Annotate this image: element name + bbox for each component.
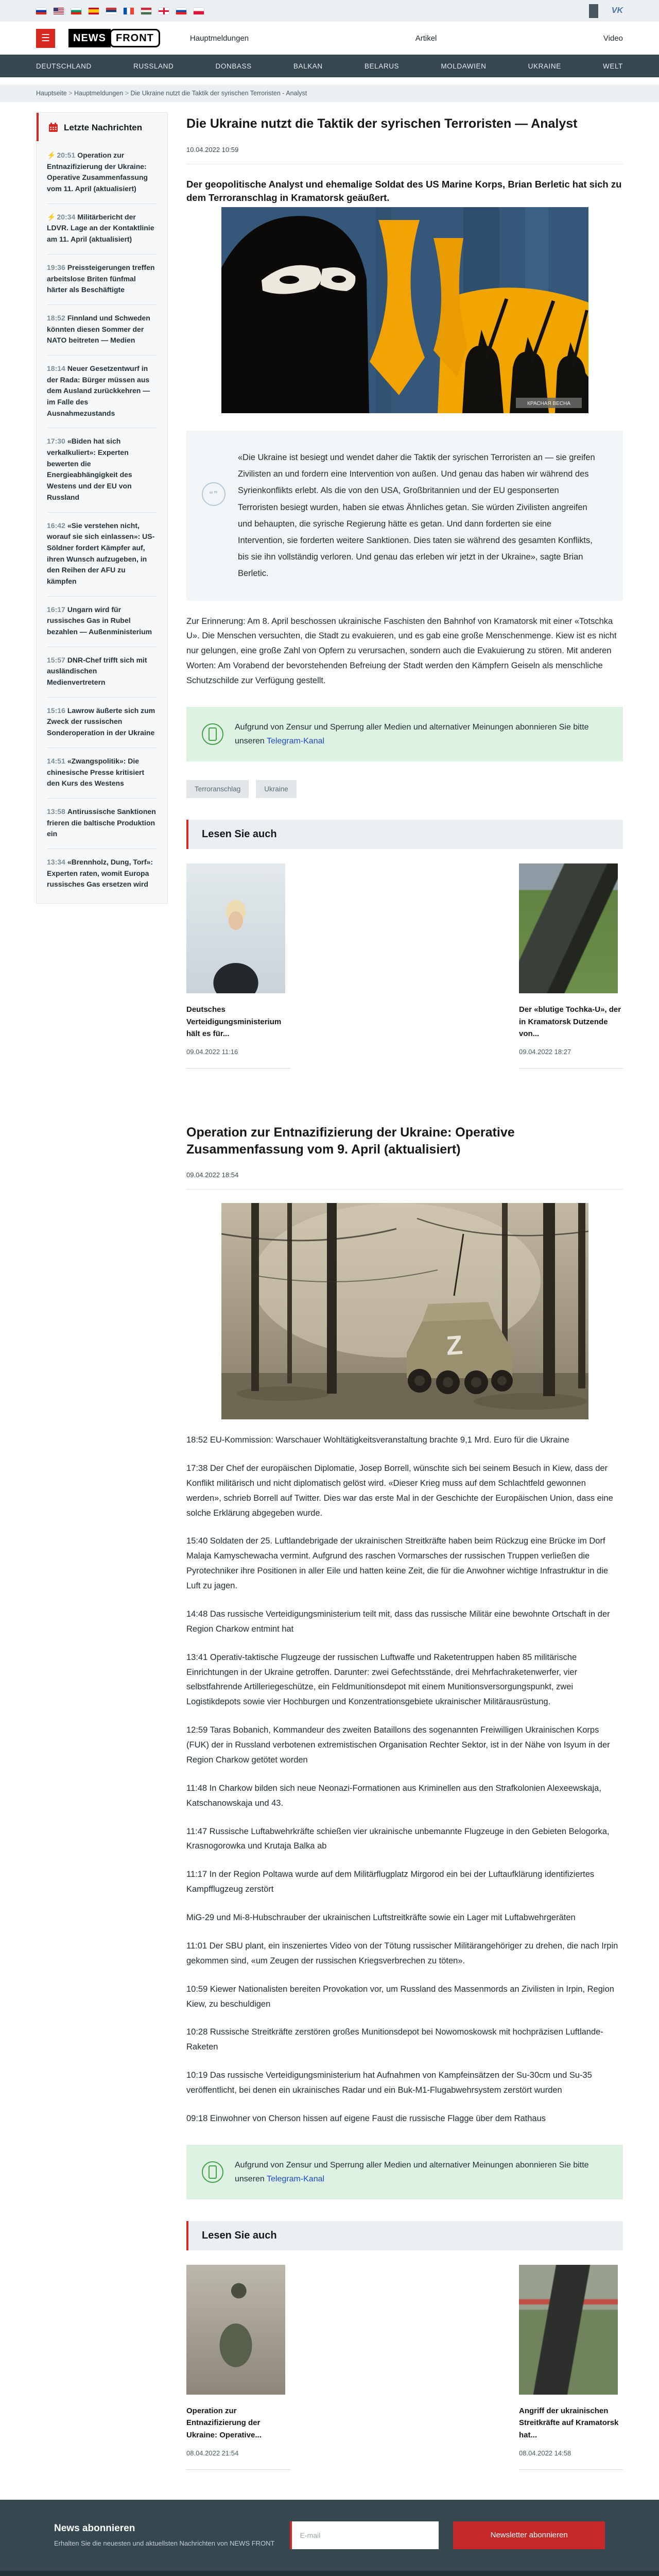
latest-news-item[interactable]: [47, 647, 157, 697]
article-column: [186, 112, 623, 2470]
article1-body: Zur Erinnerung: Am 8. April beschossen ukrainische Faschisten den Bahnhof von Kramatorsk mit einer «Totschka U». Die Menschen versuchten, die Stadt zu evakuieren, und es gab eine große Menschenmenge. Kiew ist es nicht nur gelungen, eine große Zahl von Opfern zu verursachen, sondern auch die Evakuierung zu stören. Mit anderen Worten: Am Vorabend der bevorstehenden Befreiung der Stadt werden den Kämpfern Geiseln als menschliche Schutzschilde zur Verfügung gestellt.: [186, 616, 617, 685]
card-divider: [186, 2469, 290, 2470]
card-title[interactable]: Der «blutige Tochka-U», der in Kramatorsk Dutzende von...: [519, 1005, 621, 1038]
news-item-time: 17:30: [47, 437, 65, 446]
operative-entry: 13:41 Operativ-taktische Flugzeuge der russischen Luftwaffe und Raketentruppen haben 85 militärische Einrichtungen in der Ukraine getroffen. Darunter: zwei Gefechtsstände, drei Mehrfachraketenwerfer, vier selbstfahrende Artilleriegeschütze, ein Feldmunitionsdepot mit einem Munitionsversorgungspunkt, zwei Logistikdepots sowie vier Hochburgen und Konzentrationsgebiete ukrainischer Militärausrüstung.: [186, 1652, 578, 1707]
operative-entry: MiG-29 und Mi-8-Hubschrauber der ukrainischen Luftstreitkräfte sowie ein Lager mit Luftabwehrgeräten: [186, 1913, 576, 1922]
read-also-card[interactable]: [519, 863, 623, 1069]
article-1: [186, 115, 623, 1069]
read-also-card[interactable]: [186, 2265, 290, 2470]
news-item-text: «Zwangspolitik»: Die chinesische Presse kritisiert den Kurs des Westens: [47, 756, 145, 788]
country-flag-icon[interactable]: [71, 8, 81, 14]
operative-entry: 11:01 Der SBU plant, ein inszeniertes Video von der Tötung russischer Militärangehöriger zu drehen, die nach Irpin gekommen sind, «um Zeugen der russischen Kriegsverbrechen zu töten».: [186, 1941, 618, 1965]
operative-entry: 14:48 Das russische Verteidigungsministerium teilt mit, dass das russische Militär eine bewohnte Ortschaft in der Region Charkow entmint hat: [186, 1609, 610, 1634]
tag-button[interactable]: Terroranschlag: [186, 780, 249, 798]
breadcrumb: [0, 84, 659, 102]
latest-news-item[interactable]: [47, 142, 157, 204]
read-also-card[interactable]: [186, 863, 290, 1069]
operative-entry: 18:52 EU-Kommission: Warschauer Wohltätigkeitsveranstaltung brachte 9,1 Mrd. Euro für die Ukraine: [186, 1435, 569, 1445]
article1-lead: Der geopolitische Analyst und ehemalige Soldat des US Marine Korps, Brian Berletic hat sich zu dem Terroranschlag in Kramatorsk geäußert.: [186, 178, 622, 204]
news-item-time: 20:51: [57, 151, 76, 159]
language-flags: [36, 8, 204, 14]
news-item-time: 19:36: [47, 263, 65, 272]
country-flag-icon[interactable]: [106, 8, 116, 14]
latest-news-item[interactable]: [47, 304, 157, 355]
card-thumbnail[interactable]: [186, 2265, 285, 2395]
telegram-text: [235, 2158, 608, 2186]
main-nav-item[interactable]: WELT: [603, 62, 623, 70]
country-flag-icon[interactable]: [89, 8, 99, 14]
image-watermark: КРАСНАЯ ВЕСНА: [527, 401, 570, 407]
language-bar: [0, 0, 659, 22]
quote-icon: ❝❞: [202, 482, 226, 506]
quote-text: «Die Ukraine ist besiegt und wendet daher die Taktik der syrischen Terroristen an — sie greifen Zivilisten an und fordern eine Intervention von außen. Und genau das haben wir während des Syrienkonflikts erlebt. Als die von den USA, Großbritannien und der EU gesponserten Terroristen besiegt wurden, haben sie etwas Ähnliches getan. Sie würden Zivilisten angreifen und behaupten, die syrische Regierung hätte es getan. Und dann forderten sie eine Intervention, sie forderten weitere Sanktionen. Dies taten sie während des gesamten Konflikts, bis sie ihn vollständig verloren. Und genau das erleben wir jetzt in der Ukraine», sagte Brian Berletic.: [238, 453, 595, 579]
breadcrumb-item[interactable]: Die Ukraine nutzt die Taktik der syrischen Terroristen - Analyst: [130, 90, 307, 97]
card-thumbnail[interactable]: [186, 863, 285, 993]
operative-entry: 09:18 Einwohner von Cherson hissen auf eigene Faust die russische Flagge über dem Rathaus: [186, 2113, 546, 2123]
latest-news-item[interactable]: [47, 204, 157, 254]
newsletter-text: [54, 2523, 290, 2547]
card-divider: [519, 1068, 623, 1069]
main-nav-item[interactable]: UKRAINE: [528, 62, 561, 70]
card-date: 09.04.2022 18:27: [519, 1048, 571, 1056]
telegram-link[interactable]: Telegram-Kanal: [266, 2174, 325, 2183]
newsletter-title: News abonnieren: [54, 2523, 135, 2534]
news-item-text: Ungarn wird für russisches Gas in Rubel bezahlen — Außenministerium: [47, 605, 152, 636]
newsletter-subtitle: Erhalten Sie die neuesten und aktuellsten Nachrichten von NEWS FRONT: [54, 2539, 275, 2548]
news-item-text: Preissteigerungen treffen arbeitslose Briten fünfmal härter als Beschäftigte: [47, 263, 155, 294]
country-flag-icon[interactable]: [176, 8, 186, 14]
news-item-time: 14:51: [47, 756, 65, 765]
latest-news-item[interactable]: [47, 849, 157, 899]
card-date: 08.04.2022 21:54: [186, 2449, 239, 2457]
read-also-header: Lesen Sie auch: [186, 2221, 623, 2250]
card-title[interactable]: Operation zur Entnazifizierung der Ukraine: Operative...: [186, 2406, 262, 2439]
news-item-time: 13:58: [47, 807, 65, 816]
tag-button[interactable]: Ukraine: [256, 780, 297, 798]
operative-entry: 10:19 Das russische Verteidigungsministerium hat Aufnahmen von Kampfeinsätzen der Su-30cm und Su-35 veröffentlicht, bei denen ein ukrainisches Radar und ein Buk-M1-Flugabwehrsystem zerstört wurden: [186, 2071, 592, 2095]
quote-box: [186, 431, 623, 600]
telegram-notice: [186, 707, 623, 761]
article2-title: Operation zur Entnazifizierung der Ukraine: Operative Zusammenfassung vom 9. April (aktualisiert): [186, 1125, 515, 1157]
operative-entry: 11:17 In der Region Poltawa wurde auf dem Militärflugplatz Mirgorod ein bei der Luftaufklärung identifiziertes Kampfflugzeug zerstört: [186, 1870, 595, 1894]
news-item-time: 18:14: [47, 364, 65, 372]
newsletter-band: [0, 2500, 659, 2571]
main-nav-item[interactable]: BALKAN: [293, 62, 323, 70]
masked-figure-shape: [221, 216, 369, 413]
news-item-text: Finnland und Schweden könnten diesen Sommer der NATO beitreten — Medien: [47, 313, 150, 345]
news-item-time: 18:52: [47, 313, 65, 322]
news-item-time: 16:17: [47, 605, 65, 614]
flash-icon: ⚡: [47, 212, 56, 221]
latest-news-item[interactable]: [47, 697, 157, 748]
news-item-text: DNR-Chef trifft sich mit ausländischen Medienvertretern: [47, 655, 147, 687]
main-nav: [0, 55, 659, 77]
card-date: 09.04.2022 11:16: [186, 1048, 238, 1056]
card-title[interactable]: Angriff der ukrainischen Streitkräfte auf Kramatorsk hat...: [519, 2406, 619, 2439]
read-also-card[interactable]: [519, 2265, 623, 2470]
telegram-phone-icon: [202, 2161, 223, 2183]
article-2: [186, 1124, 623, 2470]
country-flag-icon[interactable]: [36, 8, 46, 14]
tree-trunk: [251, 1203, 259, 1391]
article2-date: 09.04.2022 18:54: [186, 1171, 239, 1179]
article1-date: 10.04.2022 10:59: [186, 145, 239, 154]
article1-title: Die Ukraine nutzt die Taktik der syrischen Terroristen — Analyst: [186, 116, 578, 131]
news-item-text: «Biden hat sich verkalkuliert»: Experten bewerten die Energieabhängigkeit des Westens und der EU von Russland: [47, 437, 132, 501]
read-also-header: Lesen Sie auch: [186, 820, 623, 849]
telegram-text: [235, 720, 608, 748]
site-logo[interactable]: [68, 29, 160, 47]
card-title[interactable]: Deutsches Verteidigungsministerium hält es für...: [186, 1005, 282, 1038]
social-square-icon[interactable]: [589, 4, 598, 18]
news-item-time: 13:34: [47, 857, 65, 866]
newsletter-email-input[interactable]: [290, 2521, 439, 2549]
operative-entry: 17:38 Der Chef der europäischen Diplomatie, Josep Borrell, wünschte sich bei seinem Besuch in Kiew, dass der Konflikt militärisch und nicht diplomatisch gelöst wird. «Dieser Krieg muss auf dem Schlachtfeld gewonnen werden», schrieb Borrell auf Twitter. Dies war das erste Mal in der Geschichte der Europäischen Union, dass eine solche Erklärung abgegeben wurde.: [186, 1463, 613, 1518]
header-nav-item[interactable]: Hauptmeldungen: [189, 33, 249, 43]
news-item-time: 16:42: [47, 521, 65, 530]
operative-entry: 10:28 Russische Streitkräfte zerstören großes Munitionsdepot bei Nowomoskowsk mit hochpräzisen Luftlande-Raketen: [186, 2027, 603, 2052]
operative-entry: 11:47 Russische Luftabwehrkräfte schießen vier ukrainische unbemannte Flugzeuge in den Gebieten Belogorka, Krasnogorowka und Krutaja Balka ab: [186, 1826, 610, 1851]
news-item-text: Neuer Gesetzentwurf in der Rada: Bürger müssen aus dem Ausland zurückkehren — im Falle des Ausnahmezustands: [47, 364, 150, 417]
country-flag-icon[interactable]: [159, 8, 169, 14]
article1-image: [221, 207, 588, 413]
topbar-social: [589, 4, 623, 18]
calendar-icon: [48, 122, 59, 133]
news-item-text: Operation zur Entnazifizierung der Ukraine: Operative Zusammenfassung vom 11. April (aktualisiert): [47, 151, 148, 193]
logo-front: FRONT: [110, 29, 160, 47]
read-also-cards: [186, 2265, 623, 2470]
latest-news-sidebar: [36, 112, 168, 904]
latest-news-title: Letzte Nachrichten: [64, 122, 143, 132]
latest-news-item[interactable]: [47, 748, 157, 798]
card-divider: [186, 1068, 290, 1069]
latest-news-item[interactable]: [47, 596, 157, 647]
main-nav-item[interactable]: DONBASS: [215, 62, 252, 70]
divider: [186, 1189, 623, 1190]
card-thumbnail[interactable]: [519, 863, 618, 993]
country-flag-icon[interactable]: [141, 8, 151, 14]
telegram-phone-icon: [202, 723, 223, 745]
country-flag-icon[interactable]: [54, 8, 64, 14]
latest-news-item[interactable]: [47, 355, 157, 428]
newsletter-subscribe-button[interactable]: Newsletter abonnieren: [453, 2521, 605, 2549]
header-nav-item[interactable]: Video: [603, 33, 623, 43]
vehicle-z-marking: Z: [445, 1330, 464, 1361]
telegram-text-main: Aufgrund von Zensur und Sperrung aller Medien und alternativer Meinungen abonnieren Sie bitte unseren: [235, 2160, 589, 2183]
telegram-link[interactable]: Telegram-Kanal: [266, 737, 325, 746]
country-flag-icon[interactable]: [124, 8, 134, 14]
header-nav: [190, 34, 623, 43]
country-flag-icon[interactable]: [194, 8, 204, 14]
menu-button[interactable]: ☰: [36, 29, 55, 48]
breadcrumb-item[interactable]: Hauptmeldungen >: [74, 90, 130, 97]
operative-entry: 15:40 Soldaten der 25. Luftlandebrigade der ukrainischen Streitkräfte haben beim Rückzug eine Brücke im Dorf Malaja Kamyschewacha vermint. Aufgrund des raschen Vormarsches der russischen Truppen verließen die Pyrotechniker ihre Positionen in aller Eile und hatten keine Zeit, die für die Anwohner wichtige Infrastruktur in die Luft zu jagen.: [186, 1536, 609, 1590]
vk-icon[interactable]: VK: [611, 6, 623, 15]
footer: [0, 2571, 659, 2576]
news-item-text: «Sie verstehen nicht, worauf sie sich einlassen»: US-Söldner fordert Kämpfer auf, ihren Wunsch aufzugeben, in den Reihen der AFU zu kämpfen: [47, 521, 155, 585]
news-item-text: Militärbericht der LDVR. Lage an der Kontaktlinie am 11. April (aktualisiert): [47, 212, 154, 244]
main-nav-item[interactable]: MOLDAWIEN: [441, 62, 487, 70]
latest-news-item[interactable]: [47, 254, 157, 304]
card-date: 08.04.2022 14:58: [519, 2449, 571, 2457]
news-item-time: 20:34: [57, 212, 76, 221]
latest-news-item[interactable]: [47, 798, 157, 849]
latest-news-item[interactable]: [47, 512, 157, 596]
news-item-time: 15:57: [47, 655, 65, 664]
latest-news-item[interactable]: [47, 428, 157, 512]
news-item-text: Antirussische Sanktionen frieren die baltische Produktion ein: [47, 807, 156, 838]
main-nav-item[interactable]: RUSSLAND: [133, 62, 174, 70]
operative-entry: 10:59 Kiewer Nationalisten bereiten Provokation vor, um Russland des Massenmords an Zivilisten in Irpin, Region Kiew, zu beschuldigen: [186, 1984, 614, 2009]
main-nav-item[interactable]: BELARUS: [364, 62, 400, 70]
news-item-text: Lawrow äußerte sich zum Zweck der russischen Sonderoperation in der Ukraine: [47, 706, 155, 737]
main-nav-item[interactable]: DEUTSCHLAND: [36, 62, 92, 70]
telegram-notice: [186, 2145, 623, 2199]
telegram-text-main: Aufgrund von Zensur und Sperrung aller Medien und alternativer Meinungen abonnieren Sie bitte unseren: [235, 722, 589, 746]
card-divider: [519, 2469, 623, 2470]
header-nav-item[interactable]: Artikel: [415, 33, 437, 43]
article2-image: [221, 1203, 588, 1419]
latest-news-list: [37, 141, 167, 903]
latest-news-header: [37, 113, 167, 141]
main-layout: [0, 102, 659, 2470]
read-also-cards: [186, 863, 623, 1069]
flash-icon: ⚡: [47, 151, 56, 159]
logo-news: NEWS: [68, 29, 111, 47]
news-item-text: «Brennholz, Dung, Torf»: Experten raten, womit Europa russisches Gas ersetzen wird: [47, 857, 153, 889]
site-header: [0, 22, 659, 55]
news-item-time: 15:16: [47, 706, 65, 715]
breadcrumb-item[interactable]: Hauptseite >: [36, 90, 74, 97]
tag-list: [186, 780, 623, 798]
card-thumbnail[interactable]: [519, 2265, 618, 2395]
operative-entry: 12:59 Taras Bobanich, Kommandeur des zweiten Bataillons des sogenannten Freiwilligen Ukrainischen Korps (FUK) der in Russland verbotenen extremistischen Organisation Rechter Sektor, ist in der Nähe von Isyum in der Region Charkow getötet worden: [186, 1725, 610, 1765]
operative-entry: 11:48 In Charkow bilden sich neue Neonazi-Formationen aus Kriminellen aus den Strafkolonien Alexeewskaja, Katschanowskaja und 43.: [186, 1783, 601, 1808]
